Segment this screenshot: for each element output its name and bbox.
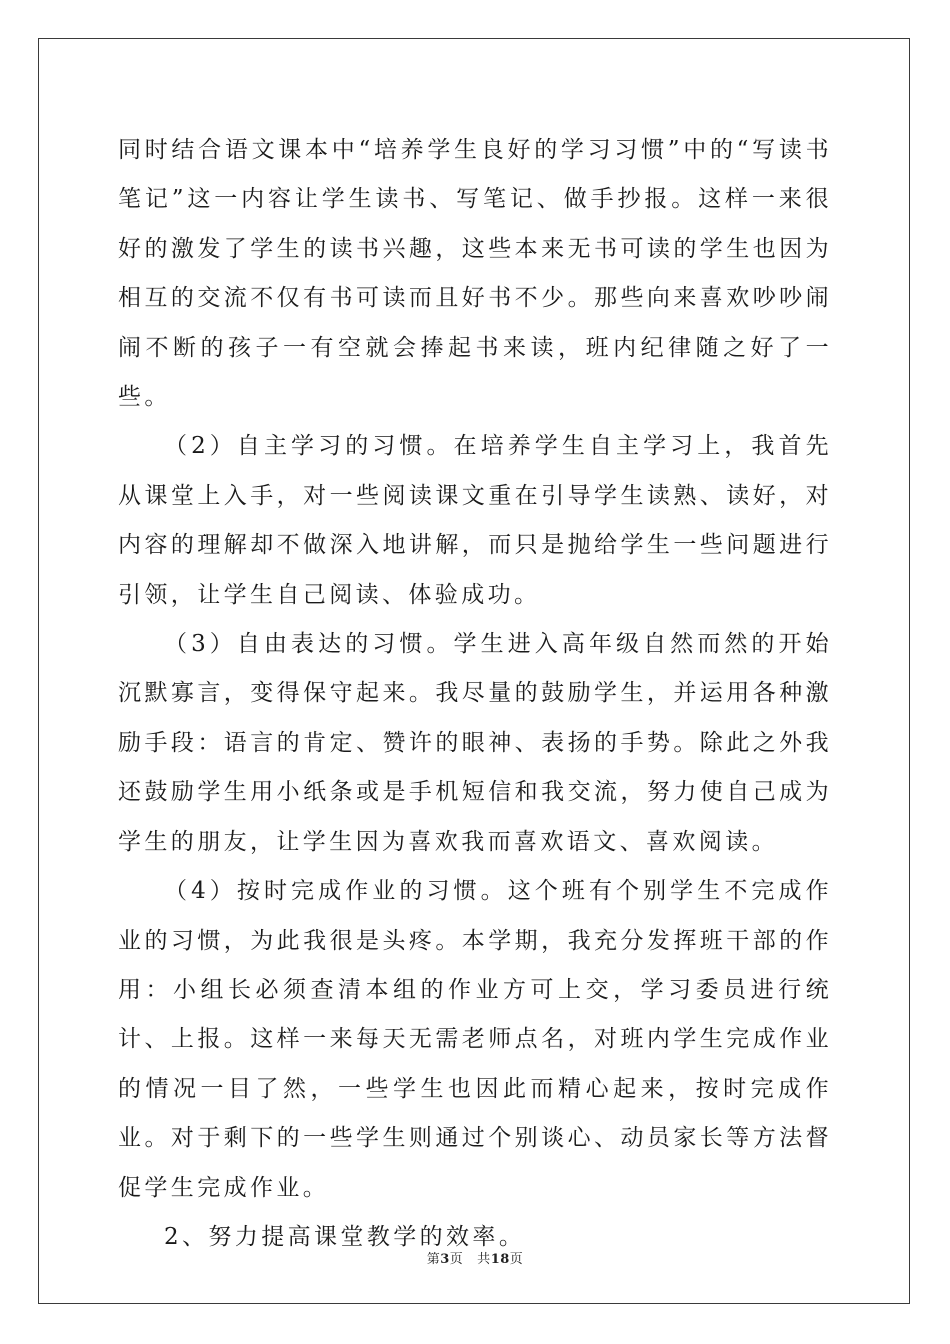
- document-body: [118, 126, 832, 1262]
- paragraph-1: 同时结合语文课本中“培养学生良好的学习习惯”中的“写读书笔记”这一内容让学生读书、写笔记、做手抄报。这样一来很好的激发了学生的读书兴趣，这些本来无书可读的学生也因为相互的交流不仅有书可读而且好书不少。那些向来喜欢吵吵闹闹不断的孩子一有空就会捧起书来读，班内纪律随之好了一些。: [118, 137, 832, 411]
- footer-total-prefix: 共: [477, 1252, 491, 1267]
- footer-total-suffix: 页: [509, 1252, 524, 1267]
- footer-page-suffix: 页: [449, 1252, 464, 1267]
- footer-total-pages: 18: [490, 1252, 510, 1267]
- paragraph-3: （3）自由表达的习惯。学生进入高年级自然而然的开始沉默寡言，变得保守起来。我尽量的鼓励学生，并运用各种激励手段：语言的肯定、赞许的眼神、表扬的手势。除此之外我还鼓励学生用小纸条或是手机短信和我交流，努力使自己成为学生的朋友，让学生因为喜欢我而喜欢语文、喜欢阅读。: [118, 631, 832, 855]
- paragraph-4: （4）按时完成作业的习惯。这个班有个别学生不完成作业的习惯，为此我很是头疼。本学期，我充分发挥班干部的作用：小组长必须查清本组的作业方可上交，学习委员进行统计、上报。这样一来每天无需老师点名，对班内学生完成作业的情况一目了然，一些学生也因此而精心起来，按时完成作业。对于剩下的一些学生则通过个别谈心、动员家长等方法督促学生完成作业。: [118, 878, 832, 1201]
- footer-prefix: 第: [426, 1252, 441, 1267]
- paragraph-2: （2）自主学习的习惯。在培养学生自主学习上，我首先从课堂上入手，对一些阅读课文重在引导学生读熟、读好，对内容的理解却不做深入地讲解，而只是抛给学生一些问题进行引领，让学生自己阅读、体验成功。: [118, 433, 832, 608]
- page-footer: [0, 1248, 950, 1267]
- paragraph-5: 2、努力提高课堂教学的效率。: [164, 1223, 526, 1250]
- footer-page-number: 3: [440, 1252, 450, 1267]
